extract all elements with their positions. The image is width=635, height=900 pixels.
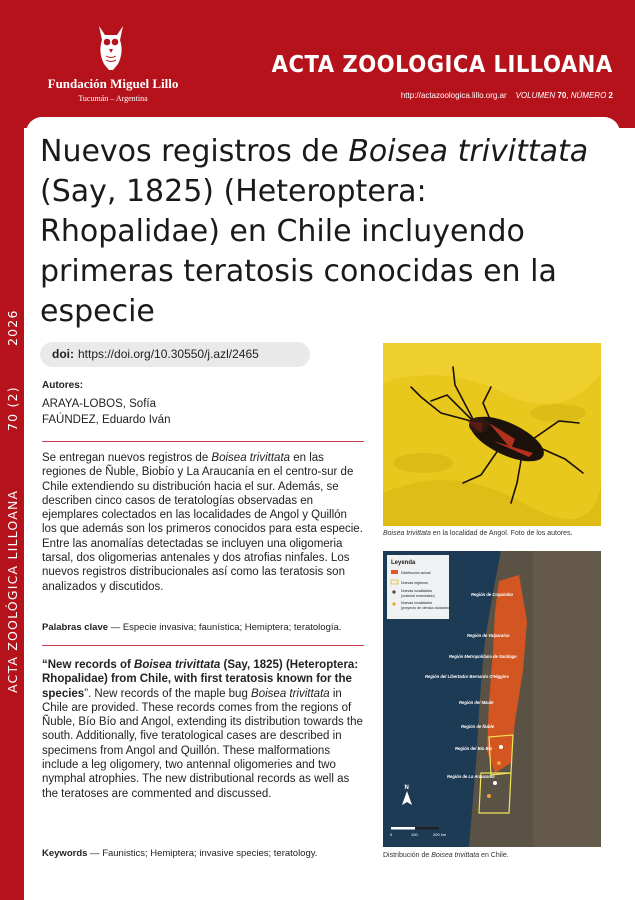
issue-number: 2 (608, 91, 613, 100)
sidebar-journal-name: ACTA ZOOLÓGICA LILLOANA (5, 489, 20, 693)
svg-text:(proyecto de ciencia ciudadana: (proyecto de ciencia ciudadana) (401, 606, 452, 610)
journal-sidebar (0, 0, 24, 900)
svg-text:Nuevas regiones: Nuevas regiones (401, 581, 428, 585)
abstract-species: Boisea trivittata (211, 452, 291, 464)
map-region-label: Región del Bío Bío (455, 746, 493, 751)
map-region-label: Región del Maule (459, 700, 494, 705)
doi-link: https://doi.org/10.30550/j.azl/2465 (78, 347, 259, 361)
journal-title: ACTA ZOOLOGICA LILLOANA (271, 52, 613, 78)
distribution-map (383, 551, 601, 847)
map-region-label: Región del Libertador Bernardo O'Higgins (425, 674, 509, 679)
svg-text:0: 0 (390, 832, 393, 837)
boisea-photo (383, 343, 601, 526)
divider (42, 645, 364, 646)
svg-text:Nuevas localidades: Nuevas localidades (401, 589, 433, 593)
journal-meta: http://actazoologica.lillo.org.ar VOLUMEN 70, NÚMERO 2 (400, 91, 613, 100)
map-region-label: Región Metropolitana de Santiago (449, 654, 517, 659)
institution-name: Fundación Miguel Lillo (47, 76, 179, 91)
doi-pill[interactable] (40, 342, 310, 367)
institution-location: Tucumán – Argentina (78, 94, 148, 103)
volume-number: 70 (557, 91, 567, 100)
svg-text:Nuevas localidades: Nuevas localidades (401, 601, 433, 605)
svg-text:Distribución actual: Distribución actual (401, 571, 431, 575)
map-region-label: Región de Coquimbo (471, 592, 514, 597)
title-species: Boisea trivittata (348, 134, 589, 169)
abstract-es: Se entregan nuevos registros de Boisea trivittata en las regiones de Ñuble, Biobío y La Araucanía en el centro-sur de Chile extendiendo su distribución hacia el sur. Además, se describen cinco casos de teratologías observadas en ejemplares colectados en las localidades de Angol y Quillón los que además son los primeros conocidos para esta especie. Entre las anomalías detectadas se incluyen una oligomeria tarsal, dos oligomerias antenales y dos atrofias ninfales. Los nuevos registros distribucionales así como las teratosis son analizados y discutidos. (42, 452, 363, 593)
keywords: Keywords — Faunistics; Hemiptera; invasive species; teratology. (42, 848, 318, 859)
journal-header (24, 0, 635, 128)
abstract-en: “New records of Boisea trivittata (Say, 1825) (Heteroptera: Rhopalidae) from Chile, with first teratosis known for the species”. New records of the maple bug Boisea trivittata in Chile are provided. These records comes from the regions of Ñuble, Bío Bío and Angol, extending its distribution towards the south. Additionally, five teratological cases are described in specimens from Angol and Quillón. These malformations include a leg oligomery, two antennal oligomeries and two nymphal atrophies. The new distributional records as well as the teratoses are commented and discussed. (42, 659, 363, 800)
svg-text:100: 100 (411, 832, 418, 837)
divider (42, 441, 364, 442)
map-region-label: Región de Ñuble (461, 724, 495, 729)
number-label: NÚMERO (570, 91, 607, 100)
svg-text:Leyenda: Leyenda (391, 560, 416, 566)
author-name: ARAYA-LOBOS, Sofía (42, 398, 156, 410)
figure2-caption: Distribución de Boisea trivittata en Chile. (383, 852, 509, 859)
svg-text:N: N (404, 785, 409, 791)
authors-label: Autores: (42, 380, 84, 391)
sidebar-issue: 70 (2) (5, 386, 20, 431)
volume-label: VOLUMEN (515, 91, 556, 100)
map-region-label: Región de Valparaíso (467, 633, 510, 638)
map-region-label: Región de La Araucanía (447, 774, 495, 779)
palabras-clave: Palabras clave — Especie invasiva; faunística; Hemiptera; teratología. (42, 622, 342, 633)
journal-url[interactable]: http://actazoologica.lillo.org.ar (400, 91, 507, 100)
author-name: FAÚNDEZ, Eduardo Iván (42, 414, 171, 426)
owl-logo-icon (96, 22, 126, 72)
doi-label: doi: (52, 347, 74, 361)
sidebar-year: 2026 (5, 309, 20, 346)
svg-text:200 km: 200 km (433, 832, 447, 837)
article-title: Nuevos registros de Boisea trivittata (Say, 1825) (Heteroptera: Rhopalidae) en Chile incluyendo primeras teratosis conocidas en la especie (40, 134, 589, 329)
svg-text:(material examinado): (material examinado) (401, 594, 435, 598)
figure1-caption: Boisea trivittata en la localidad de Angol. Foto de los autores. (383, 530, 573, 537)
